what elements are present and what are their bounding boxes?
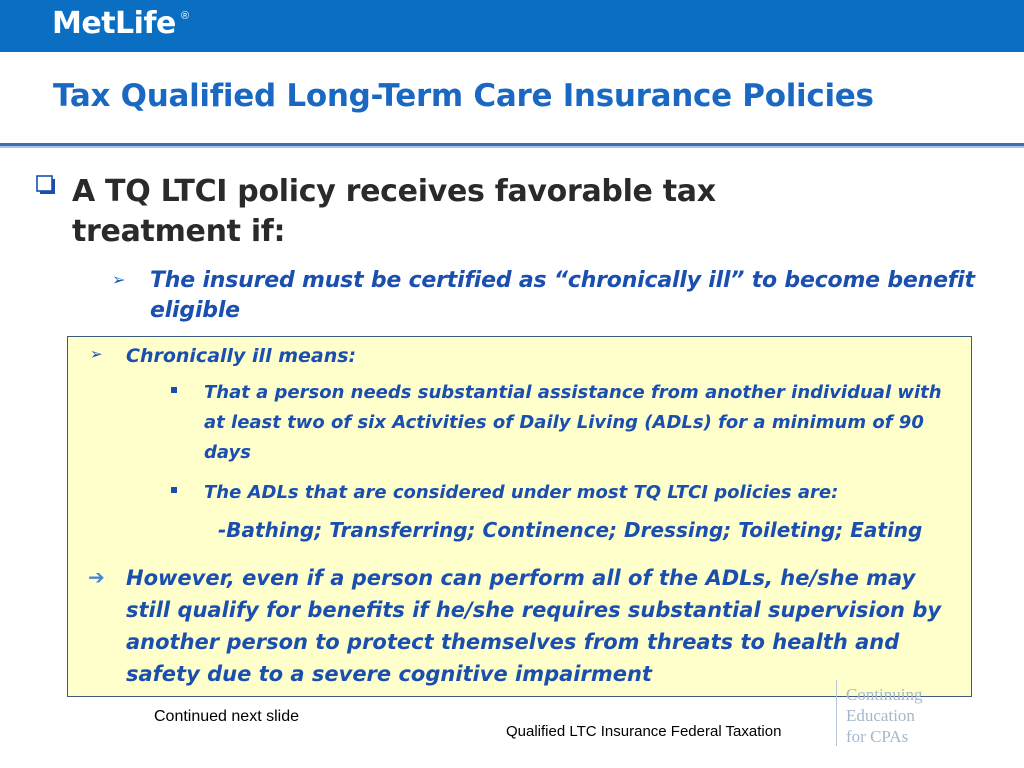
definition-callout-box [67, 336, 972, 697]
small-square-bullet-icon [171, 487, 177, 493]
callout-heading: Chronically ill means: [126, 345, 357, 367]
sub-bullet-text: The insured must be certified as “chronically ill” to become benefit eligible [150, 268, 975, 323]
footer-divider [836, 680, 837, 746]
metlife-logo: MetLife [52, 6, 176, 41]
registered-mark: ® [181, 10, 190, 22]
cpe-watermark: Continuing Education for CPAs [846, 685, 923, 746]
header-bar [0, 0, 1024, 52]
footer-text: Qualified LTC Insurance Federal Taxation [506, 723, 782, 740]
slide-title: Tax Qualified Long-Term Care Insurance Policies [53, 78, 874, 114]
main-bullet-text: A TQ LTCI policy receives favorable tax treatment if: [72, 174, 716, 249]
arrowhead-bullet-icon: ➢ [90, 346, 103, 363]
arrowhead-bullet-icon: ➢ [112, 272, 126, 289]
title-divider-shadow [0, 146, 1024, 148]
hollow-square-bullet-icon [36, 175, 56, 195]
small-square-bullet-icon [171, 387, 177, 393]
adl-list: -Bathing; Transferring; Continence; Dressing; Toileting; Eating [218, 518, 923, 542]
continued-note: Continued next slide [154, 708, 299, 725]
callout-item-adl-list-intro: The ADLs that are considered under most TQ LTCI policies are: [204, 482, 839, 503]
right-arrow-icon: ➔ [88, 567, 105, 589]
cognitive-impairment-note: However, even if a person can perform all of the ADLs, he/she may still qualify for benefits if he/she requires substantial supervision by another person to protect themselves from threats to health and safety due to a severe cognitive impairment [126, 566, 942, 686]
callout-item-adl-definition: That a person needs substantial assistance from another individual with at least two of six Activities of Daily Living (ADLs) for a minimum of 90 days [204, 382, 942, 463]
